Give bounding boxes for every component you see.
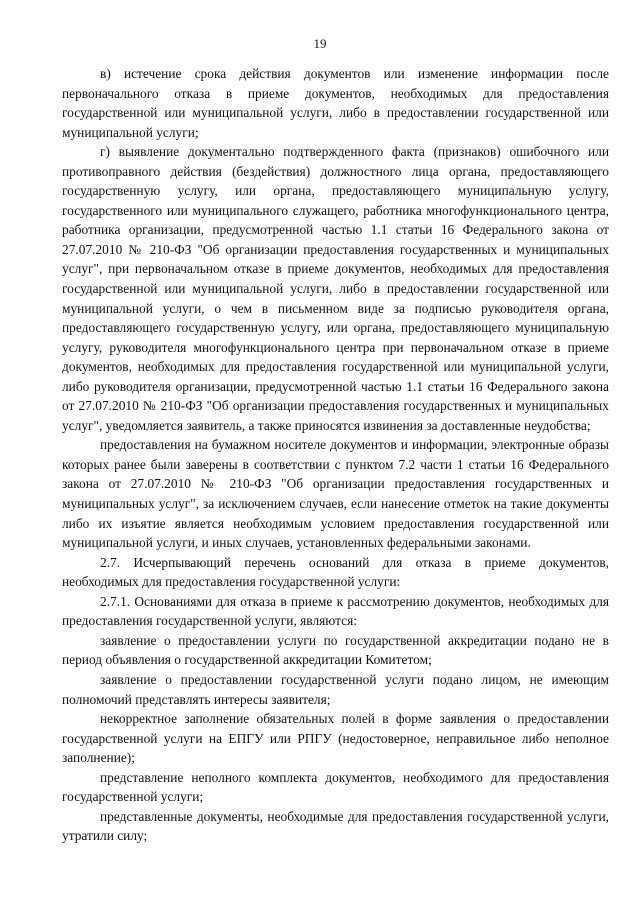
page-number: 19 bbox=[313, 36, 327, 51]
paragraph-section-2-7-1: 2.7.1. Основаниями для отказа в приеме к рассмотрению документов, необходимых для предоставления государственной услуги, являются: bbox=[62, 593, 609, 629]
paragraph-item-v: в) истечение срока действия документов или изменение информации после первоначального отказа в приеме документов, необходимых для предоставления государственной или муниципальной услуги, либо в предоставлении государственной или муниципальной услуги; bbox=[62, 66, 609, 140]
paragraph-paper-documents: предоставления на бумажном носителе документов и информации, электронные образы которых ранее были заверены в соответствии с пунктом 7.2 части 1 статьи 16 Федерального закона от 27.07.2010 № 210-ФЗ "Об организации предоставления государственных и муниципальных услуг", за исключением случаев, если нанесение отметок на такие документы либо их изъятие является необходимым условием предоставления государственной или муниципальной услуги, и иных случаев, установленных федеральными законами. bbox=[62, 437, 609, 551]
paragraph-ground-accreditation-period: заявление о предоставлении услуги по государственной аккредитации подано не в период объявления о государственной аккредитации Комитетом; bbox=[62, 632, 609, 668]
paragraph-ground-incomplete-set: представление неполного комплекта документов, необходимого для предоставления государственной услуги; bbox=[62, 769, 609, 805]
paragraph-ground-incorrect-fields: некорректное заполнение обязательных полей в форме заявления о предоставлении государственной услуги на ЕПГУ или РПГУ (недостоверное, неправильное либо неполное заполнение); bbox=[62, 711, 609, 766]
paragraph-ground-no-authority: заявление о предоставлении государственной услуги подано лицом, не имеющим полномочий представлять интересы заявителя; bbox=[62, 671, 609, 707]
paragraph-item-g: г) выявление документально подтвержденного факта (признаков) ошибочного или противоправного действия (бездействия) должностного лица органа, предоставляющего государственную услугу, или органа, предоставляющего муниципальную услугу, государственного или муниципального служащего, работника многофункционального центра, работника организации, предусмотренной частью 1.1 статьи 16 Федерального закона от 27.07.2010 № 210-ФЗ "Об организации предоставления государственных и муниципальных услуг", при первоначальном отказе в приеме документов, необходимых для предоставления государственной или муниципальной услуги, либо в предоставлении государственной или муниципальной услуги, о чем в письменном виде за подписью руководителя органа, предоставляющего государственную услугу, или органа, предоставляющего муниципальную услугу, руководителя многофункционального центра при первоначальном отказе в приеме документов, необходимых для предоставления государственной или муниципальной услуги, либо руководителя организации, предусмотренной частью 1.1 статьи 16 Федерального закона от 27.07.2010 № 210-ФЗ "Об организации предоставления государственных и муниципальных услуг", уведомляется заявитель, а также приносятся извинения за доставленные неудобства; bbox=[62, 144, 609, 433]
paragraph-section-2-7: 2.7. Исчерпывающий перечень оснований для отказа в приеме документов, необходимых для предоставления государственной услуги: bbox=[62, 554, 609, 590]
paragraph-ground-expired-documents: представленные документы, необходимые для предоставления государственной услуги, утратили силу; bbox=[62, 808, 609, 844]
document-body bbox=[62, 64, 609, 846]
